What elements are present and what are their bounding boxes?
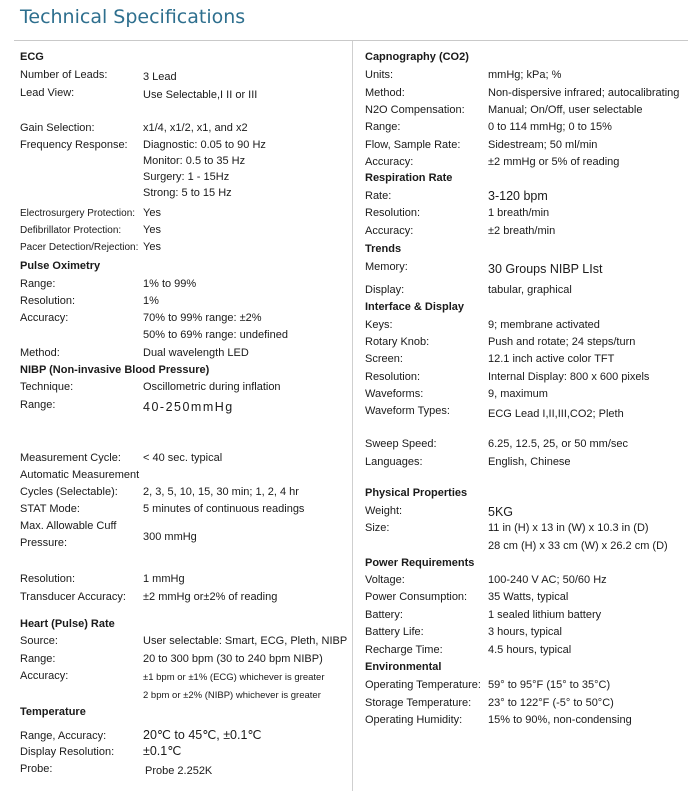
spec-value: 9; membrane activated bbox=[488, 319, 600, 331]
env-heading: Environmental bbox=[365, 661, 442, 673]
spec-value: tabular, graphical bbox=[488, 284, 572, 296]
spec-label: Gain Selection: bbox=[20, 122, 95, 134]
spec-value: 15% to 90%, non-condensing bbox=[488, 714, 632, 726]
temp-heading: Temperature bbox=[20, 706, 86, 718]
spec-value: English, Chinese bbox=[488, 456, 571, 468]
spec-value: 1% bbox=[143, 295, 159, 307]
spec-value: ±2 mmHg or 5% of reading bbox=[488, 156, 620, 168]
spec-label: Electrosurgery Protection: bbox=[20, 208, 136, 219]
spec-label: Storage Temperature: bbox=[365, 697, 472, 709]
spec-value: 5KG bbox=[488, 505, 514, 519]
trends-heading: Trends bbox=[365, 243, 402, 255]
spec-label: Recharge Time: bbox=[365, 644, 443, 656]
spec-value: ±2 mmHg or±2% of reading bbox=[143, 591, 278, 603]
spec-label: Resolution: bbox=[20, 573, 76, 585]
spec-label: Languages: bbox=[365, 456, 423, 468]
nibp-heading: NIBP (Non-invasive Blood Pressure) bbox=[20, 364, 210, 376]
spec-label: Range, Accuracy: bbox=[20, 730, 107, 742]
spec-label: Accuracy: bbox=[20, 670, 69, 682]
spec-label: Flow, Sample Rate: bbox=[365, 139, 461, 151]
spec-label: Rotary Knob: bbox=[365, 336, 430, 348]
spec-value: Strong: 5 to 15 Hz bbox=[143, 187, 232, 199]
spec-value: ±2 breath/min bbox=[488, 225, 556, 237]
spec-value: 1 breath/min bbox=[488, 207, 550, 219]
spec-label: Range: bbox=[20, 278, 56, 290]
spec-value: Push and rotate; 24 steps/turn bbox=[488, 336, 636, 348]
spec-value: User selectable: Smart, ECG, Pleth, NIBP bbox=[143, 635, 348, 647]
spec-label: Weight: bbox=[365, 505, 403, 517]
spec-label: Resolution: bbox=[20, 295, 76, 307]
spec-value: Internal Display: 800 x 600 pixels bbox=[488, 371, 650, 383]
spec-value: Manual; On/Off, user selectable bbox=[488, 104, 643, 116]
spec-label: Resolution: bbox=[365, 207, 421, 219]
spec-value: 9, maximum bbox=[488, 388, 548, 400]
spec-value: 2, 3, 5, 10, 15, 30 min; 1, 2, 4 hr bbox=[143, 486, 299, 498]
spec-value: Use Selectable,I II or III bbox=[143, 89, 258, 101]
spec-value: Yes bbox=[143, 241, 161, 253]
spec-value: 4.5 hours, typical bbox=[488, 644, 572, 656]
spec-value: 2 bpm or ±2% (NIBP) whichever is greater bbox=[143, 690, 321, 701]
spec-value: Dual wavelength LED bbox=[143, 347, 249, 359]
interface-heading: Interface & Display bbox=[365, 301, 465, 313]
spec-label: Accuracy: bbox=[20, 312, 69, 324]
spec-label: Probe: bbox=[20, 763, 53, 775]
spec-value: 23° to 122°F (-5° to 50°C) bbox=[488, 697, 614, 709]
spec-label: Transducer Accuracy: bbox=[20, 591, 126, 603]
spec-value: 1 sealed lithium battery bbox=[488, 609, 602, 621]
spec-label: Measurement Cycle: bbox=[20, 452, 121, 464]
spec-label: Waveforms: bbox=[365, 388, 424, 400]
resp-heading: Respiration Rate bbox=[365, 172, 453, 184]
spec-label: Units: bbox=[365, 69, 394, 81]
spec-label: Size: bbox=[365, 522, 390, 534]
spec-label: Range: bbox=[20, 653, 56, 665]
power-heading: Power Requirements bbox=[365, 557, 475, 569]
co2-heading: Capnography (CO2) bbox=[365, 51, 469, 63]
spec-label: Voltage: bbox=[365, 574, 405, 586]
spec-value: Non-dispersive infrared; autocalibrating bbox=[488, 87, 680, 99]
spec-label: Memory: bbox=[365, 261, 408, 273]
spec-label: Waveform Types: bbox=[365, 405, 450, 417]
spec-value: 100-240 V AC; 50/60 Hz bbox=[488, 574, 607, 586]
spec-value: 28 cm (H) x 33 cm (W) x 26.2 cm (D) bbox=[488, 540, 668, 552]
spec-value: 12.1 inch active color TFT bbox=[488, 353, 615, 365]
spec-value: Yes bbox=[143, 224, 161, 236]
spec-value: 50% to 69% range: undefined bbox=[143, 329, 288, 341]
spec-label: Power Consumption: bbox=[365, 591, 468, 603]
spec-value: Diagnostic: 0.05 to 90 Hz bbox=[143, 139, 266, 151]
page-title: Technical Specifications bbox=[20, 6, 246, 28]
spec-value: 5 minutes of continuous readings bbox=[143, 503, 305, 515]
spec-value: 1% to 99% bbox=[143, 278, 197, 290]
spec-label: Automatic Measurement bbox=[20, 469, 140, 481]
spec-value: 40-250mmHg bbox=[143, 400, 234, 414]
spec-value: 0 to 114 mmHg; 0 to 15% bbox=[488, 121, 612, 133]
spec-value: 20℃ to 45℃, ±0.1℃ bbox=[143, 728, 262, 742]
spec-value: 59° to 95°F (15° to 35°C) bbox=[488, 679, 611, 691]
ecg-heading: ECG bbox=[20, 51, 44, 63]
spec-value: < 40 sec. typical bbox=[143, 452, 223, 464]
spec-label: Keys: bbox=[365, 319, 393, 331]
spec-label: Battery: bbox=[365, 609, 403, 621]
spec-label: Range: bbox=[20, 399, 56, 411]
spec-label: Screen: bbox=[365, 353, 403, 365]
spec-label: Rate: bbox=[365, 190, 392, 202]
title-divider bbox=[14, 40, 688, 41]
spec-value: ±1 bpm or ±1% (ECG) whichever is greater bbox=[143, 672, 325, 683]
spec-label: Source: bbox=[20, 635, 58, 647]
hr-heading: Heart (Pulse) Rate bbox=[20, 618, 115, 630]
spec-value: 20 to 300 bpm (30 to 240 bpm NIBP) bbox=[143, 653, 323, 665]
spec-value: 35 Watts, typical bbox=[488, 591, 569, 603]
spec-value: 3-120 bpm bbox=[488, 189, 548, 203]
spec-value: 6.25, 12.5, 25, or 50 mm/sec bbox=[488, 438, 629, 450]
spec-value: Monitor: 0.5 to 35 Hz bbox=[143, 155, 246, 167]
spec-label: Defibrillator Protection: bbox=[20, 225, 122, 236]
spec-label: Accuracy: bbox=[365, 225, 414, 237]
spec-label: Display: bbox=[365, 284, 405, 296]
spec-label: Max. Allowable Cuff bbox=[20, 520, 117, 532]
spec-label: N2O Compensation: bbox=[365, 104, 465, 116]
spec-label: STAT Mode: bbox=[20, 503, 80, 515]
spec-value: Sidestream; 50 ml/min bbox=[488, 139, 598, 151]
column-divider bbox=[352, 41, 353, 791]
spec-label: Cycles (Selectable): bbox=[20, 486, 118, 498]
spo2-heading: Pulse Oximetry bbox=[20, 260, 101, 272]
spec-label: Operating Humidity: bbox=[365, 714, 463, 726]
spec-label: Sweep Speed: bbox=[365, 438, 437, 450]
physical-heading: Physical Properties bbox=[365, 487, 468, 499]
spec-label: Lead View: bbox=[20, 87, 75, 99]
spec-label: Technique: bbox=[20, 381, 74, 393]
spec-value: Oscillometric during inflation bbox=[143, 381, 281, 393]
spec-value: x1/4, x1/2, x1, and x2 bbox=[143, 122, 248, 134]
spec-label: Battery Life: bbox=[365, 626, 424, 638]
spec-value: ECG Lead I,II,III,CO2; Pleth bbox=[488, 408, 624, 420]
spec-value: ±0.1℃ bbox=[143, 744, 182, 758]
spec-label: Operating Temperature: bbox=[365, 679, 481, 691]
spec-label: Pacer Detection/Rejection: bbox=[20, 242, 139, 253]
spec-label: Frequency Response: bbox=[20, 139, 128, 151]
spec-value: 300 mmHg bbox=[143, 531, 197, 543]
spec-value: 3 Lead bbox=[143, 71, 177, 83]
spec-value: Surgery: 1 - 15Hz bbox=[143, 171, 230, 183]
spec-label: Display Resolution: bbox=[20, 746, 115, 758]
spec-value: mmHg; kPa; % bbox=[488, 69, 562, 81]
spec-label: Resolution: bbox=[365, 371, 421, 383]
spec-value: 30 Groups NIBP LIst bbox=[488, 262, 603, 276]
spec-label: Range: bbox=[365, 121, 401, 133]
spec-label: Number of Leads: bbox=[20, 69, 108, 81]
spec-value: 1 mmHg bbox=[143, 573, 185, 585]
spec-value: 3 hours, typical bbox=[488, 626, 562, 638]
spec-value: 70% to 99% range: ±2% bbox=[143, 312, 262, 324]
spec-label: Pressure: bbox=[20, 537, 68, 549]
spec-label: Method: bbox=[365, 87, 405, 99]
spec-value: 11 in (H) x 13 in (W) x 10.3 in (D) bbox=[488, 522, 649, 534]
spec-value: Probe 2.252K bbox=[145, 765, 213, 777]
spec-label: Method: bbox=[20, 347, 60, 359]
spec-value: Yes bbox=[143, 207, 161, 219]
spec-label: Accuracy: bbox=[365, 156, 414, 168]
